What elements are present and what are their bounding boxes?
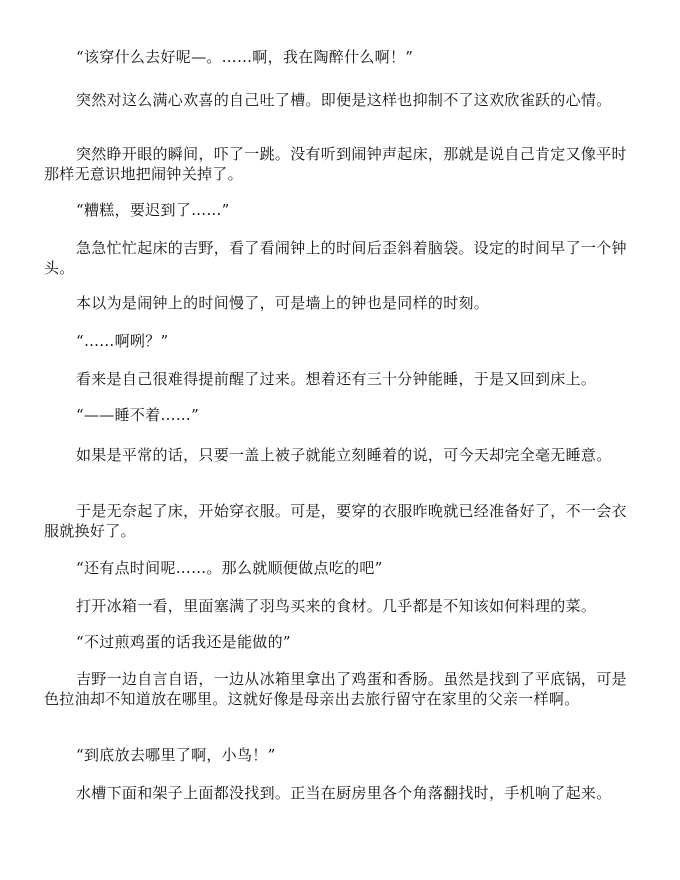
paragraph-2: 突然对这么满心欢喜的自己吐了槽。即便是这样也抑制不了这欢欣雀跃的心情。: [76, 91, 612, 109]
paragraph-9: “——睡不着……”: [76, 406, 200, 424]
paragraph-4: “糟糕，要迟到了……”: [76, 201, 230, 219]
paragraph-12: “还有点时间呢……。那么就顺便做点吃的吧”: [76, 559, 383, 577]
paragraph-14: “不过煎鸡蛋的话我还是能做的”: [76, 633, 291, 651]
paragraph-16: “到底放去哪里了啊，小鸟！”: [76, 746, 276, 764]
paragraph-10: 如果是平常的话，只要一盖上被子就能立刻睡着的说，可今天却完全毫无睡意。: [76, 446, 612, 464]
paragraph-11: 于是无奈起了床，开始穿衣服。可是，要穿的衣服昨晚就已经准备好了，不一会衣服就换好了。: [44, 502, 627, 540]
paragraph-5: 急急忙忙起床的吉野，看了看闹钟上的时间后歪斜着脑袋。设定的时间早了一个钟头。: [44, 239, 627, 277]
paragraph-8: 看来是自己很难得提前醒了过来。想着还有三十分钟能睡，于是又回到床上。: [76, 370, 597, 388]
paragraph-13: 打开冰箱一看，里面塞满了羽鸟买来的食材。几乎都是不知该如何料理的菜。: [76, 597, 597, 615]
paragraph-15: 吉野一边自言自语，一边从冰箱里拿出了鸡蛋和香肠。虽然是找到了平底锅，可是色拉油却不知道放在哪里。这就好像是母亲出去旅行留守在家里的父亲一样啊。: [44, 670, 627, 708]
paragraph-17: 水槽下面和架子上面都没找到。正当在厨房里各个角落翻找时，手机响了起来。: [76, 784, 612, 802]
paragraph-3: 突然睁开眼的瞬间，吓了一跳。没有听到闹钟声起床，那就是说自己肯定又像平时那样无意识地把闹钟关掉了。: [44, 145, 627, 183]
paragraph-6: 本以为是闹钟上的时间慢了，可是墙上的钟也是同样的时刻。: [76, 294, 490, 312]
paragraph-7: “……啊咧？”: [76, 332, 169, 350]
paragraph-1: “该穿什么去好呢—。……啊，我在陶醉什么啊！”: [76, 48, 414, 66]
